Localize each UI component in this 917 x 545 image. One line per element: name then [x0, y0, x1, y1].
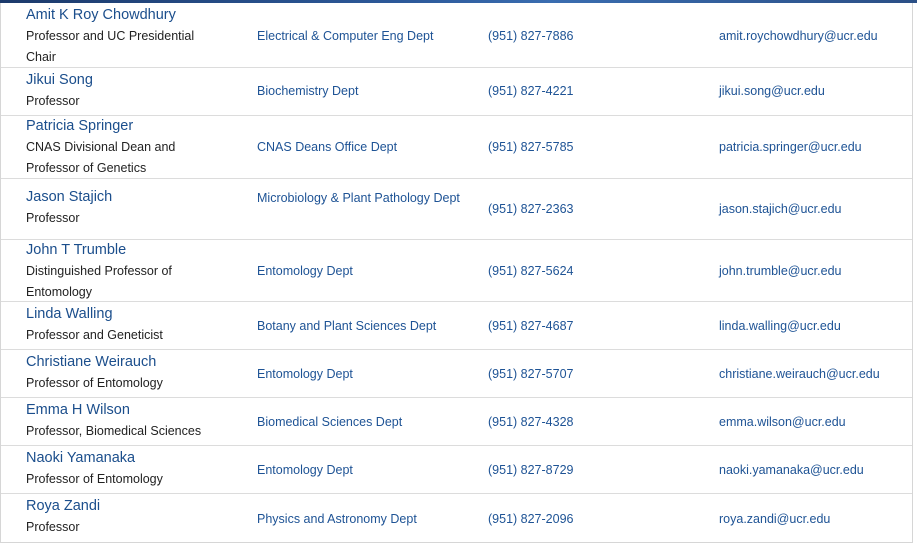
person-title: Professor, Biomedical Sciences [26, 424, 202, 438]
name-cell [26, 5, 226, 68]
department-link[interactable]: Botany and Plant Sciences Dept [257, 319, 437, 333]
table-row [1, 446, 912, 494]
table-row [1, 240, 912, 302]
department-link[interactable]: Physics and Astronomy Dept [257, 512, 417, 526]
faculty-directory-table [0, 3, 913, 543]
department-link[interactable]: Biomedical Sciences Dept [257, 415, 403, 429]
person-title: CNAS Divisional Dean and Professor of Genetics [26, 140, 176, 175]
person-title: Professor of Entomology [26, 376, 163, 390]
email-link[interactable]: roya.zandi@ucr.edu [719, 512, 831, 526]
email-link[interactable]: naoki.yamanaka@ucr.edu [719, 463, 864, 477]
department-link[interactable]: Electrical & Computer Eng Dept [257, 29, 434, 43]
person-title: Professor of Entomology [26, 472, 163, 486]
table-row [1, 179, 912, 240]
person-title: Professor [26, 520, 80, 534]
phone-link[interactable]: (951) 827-2363 [488, 202, 574, 216]
phone-link[interactable]: (951) 827-5624 [488, 264, 574, 278]
department-link[interactable]: Entomology Dept [257, 463, 353, 477]
table-row [1, 116, 912, 179]
name-cell [26, 240, 226, 303]
email-link[interactable]: john.trumble@ucr.edu [719, 264, 842, 278]
person-name-link[interactable]: Patricia Springer [26, 118, 134, 134]
person-name-link[interactable]: Linda Walling [26, 306, 113, 322]
table-row [1, 398, 912, 446]
person-name-link[interactable]: Naoki Yamanaka [26, 450, 136, 466]
email-link[interactable]: jason.stajich@ucr.edu [719, 202, 842, 216]
person-name-link[interactable]: John T Trumble [26, 242, 127, 258]
person-name-link[interactable]: Amit K Roy Chowdhury [26, 7, 176, 23]
name-cell [26, 400, 226, 442]
phone-link[interactable]: (951) 827-4221 [488, 84, 574, 98]
person-title: Professor [26, 94, 80, 108]
phone-link[interactable]: (951) 827-5785 [488, 140, 574, 154]
phone-link[interactable]: (951) 827-4328 [488, 415, 574, 429]
department-link[interactable]: CNAS Deans Office Dept [257, 140, 398, 154]
table-row [1, 494, 912, 542]
phone-link[interactable]: (951) 827-8729 [488, 463, 574, 477]
table-row [1, 302, 912, 350]
table-row [1, 3, 912, 68]
email-link[interactable]: christiane.weirauch@ucr.edu [719, 367, 880, 381]
table-row [1, 68, 912, 116]
person-title: Professor [26, 211, 80, 225]
email-link[interactable]: jikui.song@ucr.edu [719, 84, 825, 98]
email-link[interactable]: patricia.springer@ucr.edu [719, 140, 862, 154]
phone-link[interactable]: (951) 827-5707 [488, 367, 574, 381]
person-title: Distinguished Professor of Entomology [26, 264, 172, 299]
email-link[interactable]: amit.roychowdhury@ucr.edu [719, 29, 878, 43]
name-cell [26, 187, 226, 229]
name-cell [26, 496, 226, 538]
phone-link[interactable]: (951) 827-4687 [488, 319, 574, 333]
email-link[interactable]: emma.wilson@ucr.edu [719, 415, 846, 429]
table-row [1, 350, 912, 398]
person-title: Professor and Geneticist [26, 328, 163, 342]
name-cell [26, 352, 226, 394]
person-name-link[interactable]: Jason Stajich [26, 189, 113, 205]
email-link[interactable]: linda.walling@ucr.edu [719, 319, 841, 333]
person-name-link[interactable]: Emma H Wilson [26, 402, 130, 418]
department-link[interactable]: Entomology Dept [257, 264, 353, 278]
name-cell [26, 116, 226, 179]
name-cell [26, 304, 226, 346]
person-name-link[interactable]: Roya Zandi [26, 498, 101, 514]
person-name-link[interactable]: Christiane Weirauch [26, 354, 157, 370]
department-link[interactable]: Biochemistry Dept [257, 84, 359, 98]
phone-link[interactable]: (951) 827-7886 [488, 29, 574, 43]
department-link[interactable]: Microbiology & Plant Pathology Dept [257, 191, 460, 205]
name-cell [26, 448, 226, 490]
phone-link[interactable]: (951) 827-2096 [488, 512, 574, 526]
department-link[interactable]: Entomology Dept [257, 367, 353, 381]
person-title: Professor and UC Presidential Chair [26, 29, 195, 64]
person-name-link[interactable]: Jikui Song [26, 72, 93, 88]
name-cell [26, 70, 226, 112]
